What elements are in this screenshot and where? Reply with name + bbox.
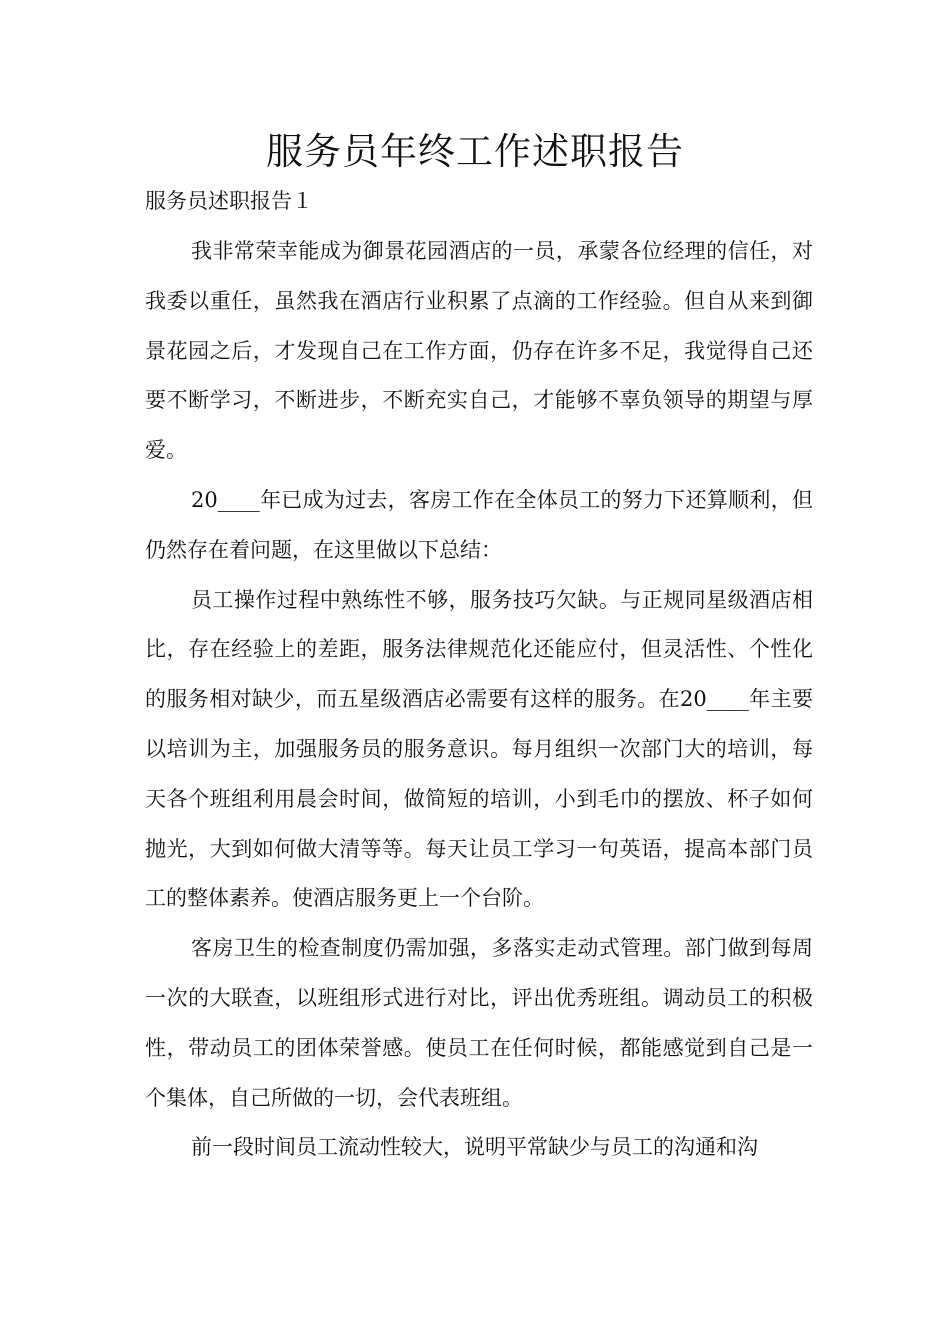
document-title: 服务员年终工作述职报告 (266, 130, 684, 173)
paragraph-2: 20____年已成为过去，客房工作在全体员工的努力下还算顺利，但仍然存在着问题，在这里做以下总结： (145, 487, 813, 562)
document-body (145, 227, 813, 1173)
paragraph-4: 客房卫生的检查制度仍需加强，多落实走动式管理。部门做到每周一次的大联查，以班组形式进行对比，评出优秀班组。调动员工的积极性，带动员工的团体荣誉感。使员工在任何时候，都能感觉到自己是一个集体，自己所做的一切，会代表班组。 (145, 936, 813, 1110)
paragraph-3: 员工操作过程中熟练性不够，服务技巧欠缺。与正规同星级酒店相比，存在经验上的差距，服务法律规范化还能应付，但灵活性、个性化的服务相对缺少，而五星级酒店必需要有这样的服务。在20____年主要以培训为主，加强服务员的服务意识。每月组织一次部门大的培训，每天各个班组利用晨会时间，做简短的培训，小到毛巾的摆放、杯子如何抛光，大到如何做大清等等。每天让员工学习一句英语，提高本部门员工的整体素养。使酒店服务更上一个台阶。 (145, 587, 813, 911)
paragraph-1: 我非常荣幸能成为御景花园酒店的一员，承蒙各位经理的信任，对我委以重任，虽然我在酒店行业积累了点滴的工作经验。但自从来到御景花园之后，才发现自己在工作方面，仍存在许多不足，我觉得自己还要不断学习，不断进步，不断充实自己，才能够不辜负领导的期望与厚爱。 (145, 239, 813, 463)
paragraph-5: 前一段时间员工流动性较大，说明平常缺少与员工的沟通和沟 (191, 1135, 758, 1160)
document-subtitle: 服务员述职报告１ (145, 189, 313, 213)
